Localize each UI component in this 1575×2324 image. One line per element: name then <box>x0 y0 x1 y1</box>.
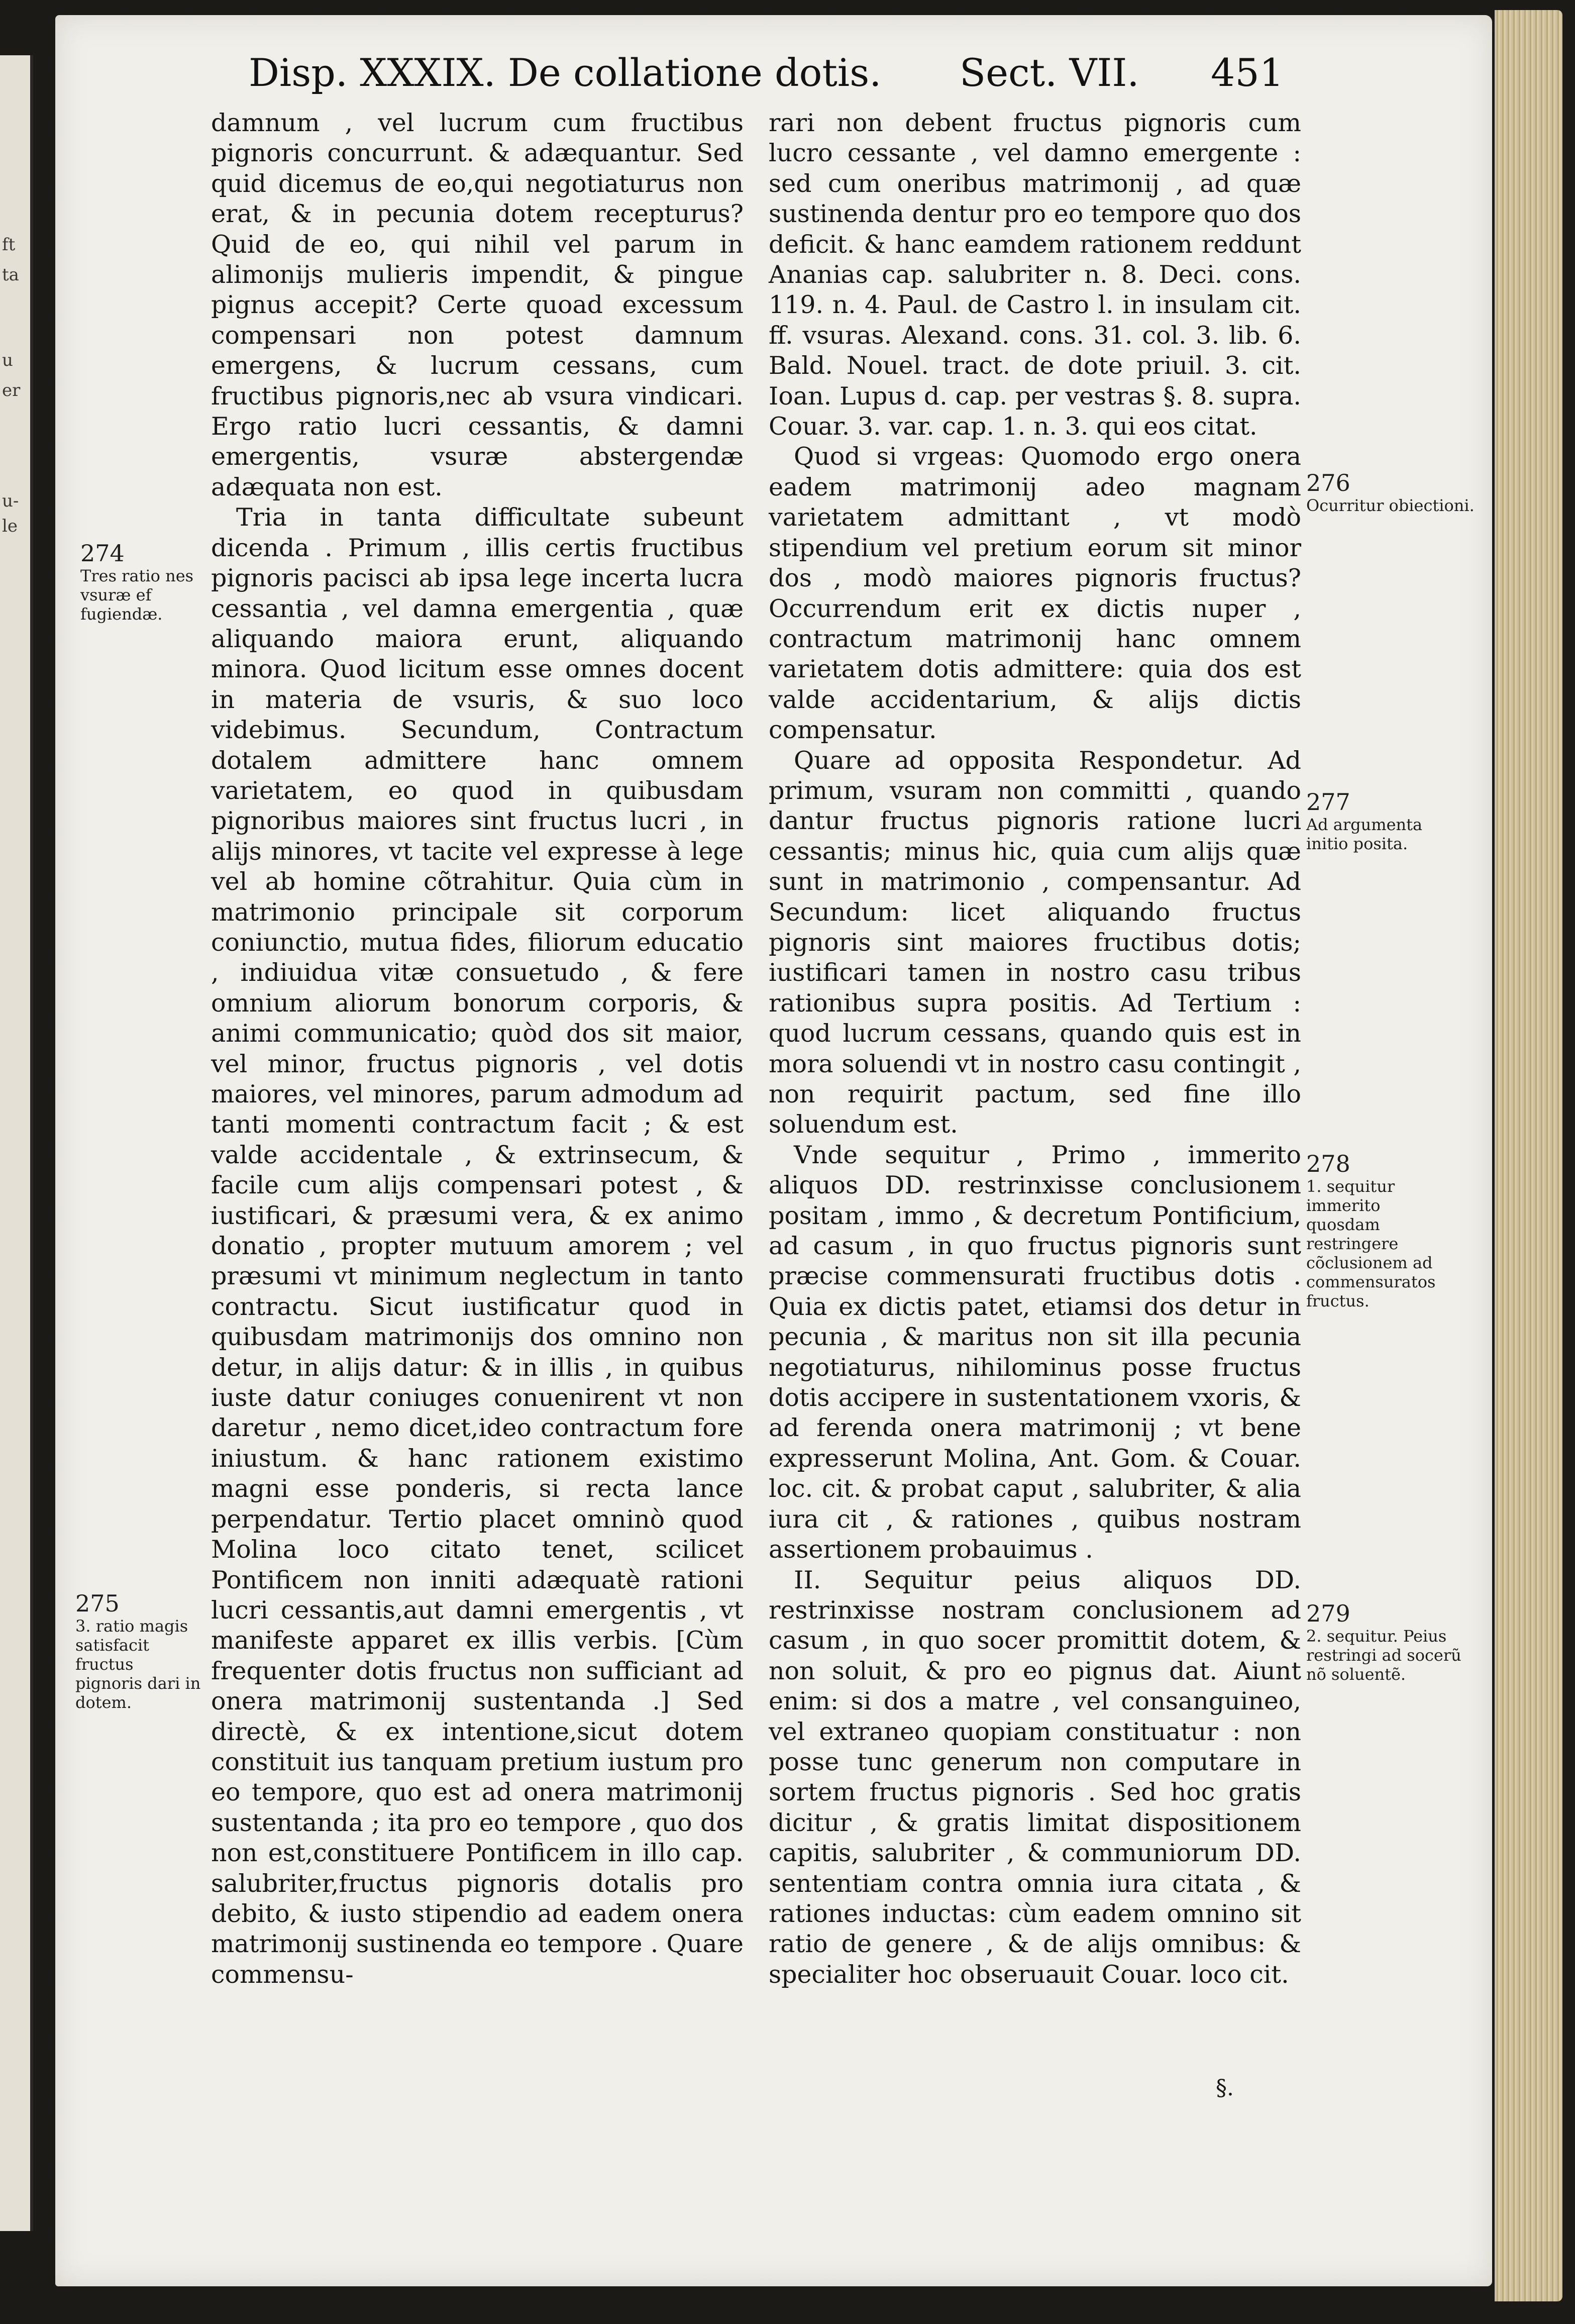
book-page-edges <box>1495 10 1562 2301</box>
catchword: §. <box>1216 2075 1234 2101</box>
paragraph: rari non debent fructus pignoris cum lucro cessante , vel damno emergente : sed cum oneribus matrimonij , ad quæ sustinenda dentur pro eo tempore quo dos deficit. & hanc eamdem rationem reddunt Ananias cap. salubriter n. 8. Deci. cons. 119. n. 4. Paul. de Castro l. in insulam cit. ff. vsuras. Alexand. cons. 31. col. 3. lib. 6. Bald. Nouel. tract. de dote priuil. 3. cit. Ioan. Lupus d. cap. per vestras §. 8. supra. Couar. 3. var. cap. 1. n. 3. qui eos citat. <box>769 109 1301 441</box>
prev-page-fragment: le <box>2 516 18 536</box>
running-head-section: Sect. VII. <box>960 50 1139 95</box>
margin-note <box>1306 1151 1457 1310</box>
paragraph: Quare ad opposita Respondetur. Ad primum, vsuram non committi , quando dantur fructus pignoris ratione lucri cessantis; minus hic, quia cum alijs quæ sunt in matrimonio , compensantur. Ad Secundum: licet aliquando fructus pignoris sint maiores fructibus dotis; iustificari tamen in nostro casu tribus rationibus supra positis. Ad Tertium : quod lucrum cessans, quando quis est in mora soluendi vt in nostro casu contingit , non requirit pactum, sed fine illo soluendum est. <box>769 746 1301 1139</box>
margin-note-text: Ocurritur obiectioni. <box>1306 496 1475 515</box>
running-head-title: Disp. XXXIX. De collatione dotis. <box>249 50 882 95</box>
margin-note-number: 275 <box>75 1590 120 1617</box>
text-column-left <box>211 108 744 1990</box>
margin-note-number: 277 <box>1306 788 1350 816</box>
margin-note <box>75 1590 201 1712</box>
paragraph: Tria in tanta difficultate subeunt dicenda . Primum , illis certis fructibus pignoris pacisci ab ipsa lege incerta lucra cessantia , vel damna emergentia , quæ aliquando maiora erunt, aliquando minora. Quod licitum esse omnes docent in materia de vsuris, & suo loco videbimus. Secundum, Contractum dotalem admittere hanc omnem varietatem, eo quod in quibusdam pignoribus maiores sint fructus lucri , in alijs minores, vt tacite vel expresse à lege vel ab homine cõtrahitur. Quia cùm in matrimonio principale sit corporum coniunctio, mutua fides, filiorum educatio , indiuidua vitæ consuetudo , & fere omnium aliorum bonorum corporis, & animi communicatio; quòd dos sit maior, vel minor, fructus pignoris , vel dotis maiores, vel minores, parum admodum ad tanti momenti contractum facit ; & est valde accidentale , & extrinsecum, & facile cum alijs compensari potest , & iustificari, & præsumi vera, & ex animo donatio , propter mutuum amorem ; vel præsumi vt minimum neglectum in tanto contractu. Sicut iustificatur quod in quibusdam matrimonijs dos omnino non detur, in alijs datur: & in illis , in quibus iuste datur coniuges conuenirent vt non daretur , nemo dicet,ideo contractum fore iniustum. & hanc rationem existimo magni esse ponderis, si recta lance perpendatur. Tertio placet omninò quod Molina loco citato tenet, scilicet Pontificem non inniti adæquatè rationi lucri cessantis,aut damni emergentis , vt manifeste apparet ex illis verbis. [Cùm frequenter dotis fructus non sufficiant ad onera matrimonij sustentanda .] Sed directè, & ex intentione,sicut dotem constituit ius tanquam pretium iustum pro eo tempore, quo est ad onera matrimonij sustentanda ; ita pro eo tempore , quo dos non est,constituere Pontificem in illo cap. salubriter,fructus pignoris dotalis pro debito, & iusto stipendio ad eadem onera matrimonij sustinenda eo tempore . Quare commensu- <box>211 503 744 1989</box>
page-number: 451 <box>1211 50 1284 95</box>
margin-note-number: 276 <box>1306 469 1350 496</box>
margin-note-text: Ad argumenta initio posita. <box>1306 815 1423 853</box>
margin-note <box>1306 470 1477 515</box>
margin-note-text: Tres ratio nes vsuræ ef fugiendæ. <box>80 566 194 624</box>
prev-page-fragment: u <box>2 350 13 370</box>
margin-note <box>80 540 201 624</box>
text-column-right <box>769 108 1301 1990</box>
margin-note-text: 2. sequitur. Peius restringi ad socerũ nõ soluentẽ. <box>1306 1627 1461 1684</box>
paragraph: damnum , vel lucrum cum fructibus pignoris concurrunt. & adæquantur. Sed quid dicemus de eo,qui negotiaturus non erat, & in pecunia dotem recepturus? Quid de eo, qui nihil vel parum in alimonijs mulieris impendit, & pingue pignus accepit? Certe quoad excessum compensari non potest damnum emergens, & lucrum cessans, cum fructibus pignoris,nec ab vsura vindicari. Ergo ratio lucri cessantis, & damni emergentis, vsuræ abstergendæ adæquata non est. <box>211 109 744 501</box>
margin-note-text: 3. ratio magis satisfacit fructus pignoris dari in dotem. <box>75 1616 201 1712</box>
prev-page-fragment: ta <box>2 265 19 285</box>
prev-page-fragment: er <box>2 380 21 400</box>
margin-note-text: 1. sequitur immerito quosdam restringere cõclusionem ad commensuratos fructus. <box>1306 1177 1436 1310</box>
book-page <box>55 15 1492 2286</box>
prev-page-fragment: u- <box>2 491 19 511</box>
paragraph: II. Sequitur peius aliquos DD. restrinxisse nostram conclusionem ad casum , in quo socer promittit dotem, & non soluit, & pro eo pignus dat. Aiunt enim: si dos a matre , vel consanguineo, vel extraneo quopiam constituatur : non posse tunc generum non computare in sortem fructus pignoris . Sed hoc gratis dicitur , & gratis limitat dispositionem capitis, salubriter , & communiorum DD. sententiam contra omnia iura citata , & rationes inductas: cùm eadem omnino sit ratio de genere , & de alijs omnibus: & specialiter hoc obseruauit Couar. loco cit. <box>769 1565 1301 1989</box>
margin-note <box>1306 789 1467 853</box>
margin-note-number: 274 <box>80 540 125 567</box>
paragraph: Vnde sequitur , Primo , immerito aliquos DD. restrinxisse conclusionem positam , immo , & decretum Pontificium, ad casum , in quo fructus pignoris sunt præcise commensurati fructibus dotis . Quia ex dictis patet, etiamsi dos detur in pecunia , & maritus non sit illa pecunia negotiaturus, nihilominus posse fructus dotis accipere in sustentationem vxoris, & ad ferenda onera matrimonij ; vt bene expresserunt Molina, Ant. Gom. & Couar. loc. cit. & probat caput , salubriter, & alia iura cit , & rationes , quibus nostram assertionem probauimus . <box>769 1140 1301 1564</box>
margin-note-number: 278 <box>1306 1150 1350 1177</box>
previous-page-edge <box>0 55 33 2231</box>
margin-note <box>1306 1600 1467 1684</box>
margin-note-number: 279 <box>1306 1600 1350 1627</box>
prev-page-fragment: ft <box>2 235 16 255</box>
running-head <box>55 50 1492 106</box>
paragraph: Quod si vrgeas: Quomodo ergo onera eadem matrimonij adeo magnam varietatem admittant , vt modò stipendium vel pretium eorum sit minor dos , modò maiores pignoris fructus? Occurrendum erit ex dictis nuper , contractum matrimonij hanc omnem varietatem dotis admittere: quia dos est valde accidentarium, & alijs dictis compensatur. <box>769 442 1301 745</box>
